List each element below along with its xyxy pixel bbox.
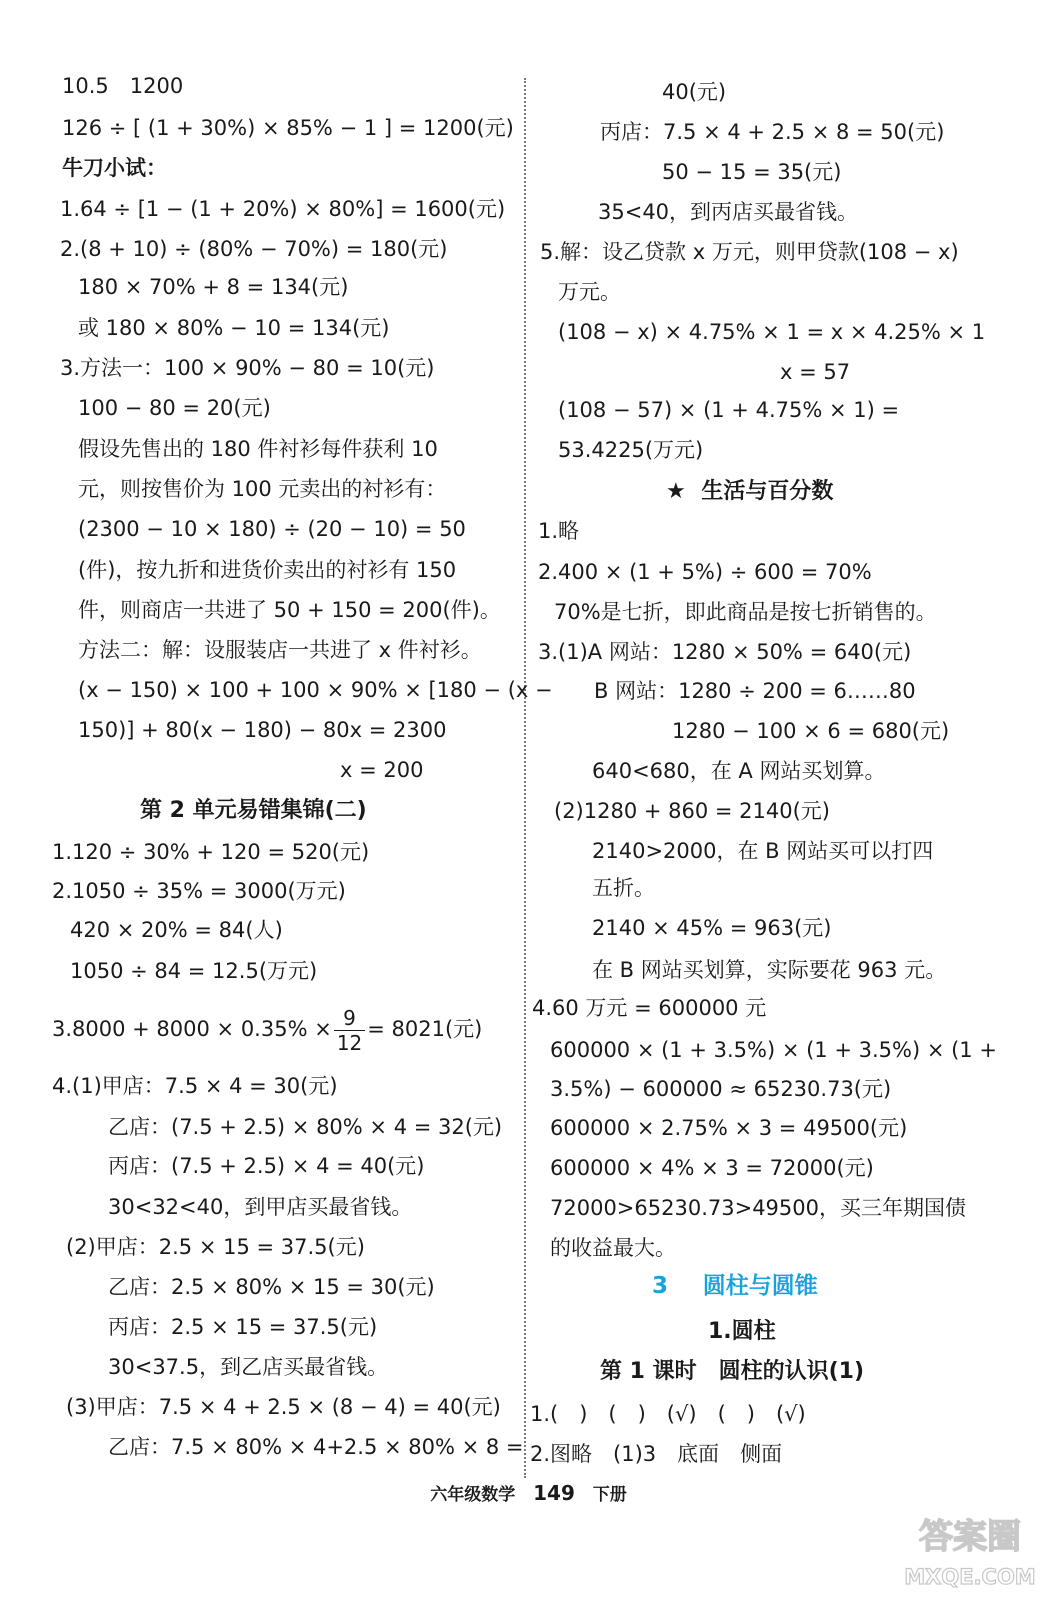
expression-part: = 8021(元) xyxy=(367,1017,483,1041)
answer-line: 600000 × 4% × 3 = 72000(元) xyxy=(550,1156,874,1180)
answer-line: (2)1280 + 860 = 2140(元) xyxy=(554,799,830,823)
answer-line: 假设先售出的 180 件衬衫每件获利 10 xyxy=(78,437,438,461)
section-title: 生活与百分数 xyxy=(701,479,834,504)
answer-line: 70%是七折，即此商品是按七折销售的。 xyxy=(554,600,937,624)
answer-line: 72000>65230.73>49500，买三年期国债 xyxy=(550,1196,967,1220)
answer-line: 2140>2000，在 B 网站买可以打四 xyxy=(592,839,934,863)
answer-line: 万元。 xyxy=(558,280,621,304)
answer-line: x = 200 xyxy=(340,758,424,782)
answer-line: (2300 − 10 × 180) ÷ (20 − 10) = 50 xyxy=(78,517,466,541)
answer-line: 元，则按售价为 100 元卖出的衬衫有： xyxy=(78,477,447,501)
answer-line: 3.5%) − 600000 ≈ 65230.73(元) xyxy=(550,1077,892,1101)
answer-line-fraction xyxy=(52,1004,482,1055)
answer-line: 在 B 网站买划算，实际要花 963 元。 xyxy=(592,958,947,982)
answer-line: 或 180 × 80% − 10 = 134(元) xyxy=(78,316,390,340)
section-heading xyxy=(666,478,833,506)
watermark-top: 答案圈 xyxy=(919,1517,1021,1557)
section-label: 牛刀小试： xyxy=(62,156,167,180)
answer-line: 2.图略 (1)3 底面 侧面 xyxy=(530,1442,783,1466)
fraction-denominator: 12 xyxy=(336,1030,363,1055)
answer-line: 1.略 xyxy=(538,519,580,543)
answer-line: x = 57 xyxy=(780,360,851,384)
answer-line: 30<37.5，到乙店买最省钱。 xyxy=(108,1355,389,1379)
answer-line: 600000 × 2.75% × 3 = 49500(元) xyxy=(550,1116,908,1140)
answer-line: 150)] + 80(x − 180) − 80x = 2300 xyxy=(78,718,447,742)
answer-line: 4.(1)甲店：7.5 × 4 = 30(元) xyxy=(52,1074,338,1098)
subsection-heading: 1.圆柱 xyxy=(708,1319,776,1344)
answer-line: (x − 150) × 100 + 100 × 90% × [180 − (x − xyxy=(78,678,553,702)
answer-line: 丙店：2.5 × 15 = 37.5(元) xyxy=(108,1315,378,1339)
page-number: 149 xyxy=(533,1481,575,1505)
column-divider xyxy=(524,78,526,1478)
answer-line: 53.4225(万元) xyxy=(558,438,704,462)
answer-line: 3.(1)A 网站：1280 × 50% = 640(元) xyxy=(538,640,912,664)
lesson-heading: 第 1 课时 圆柱的认识(1) xyxy=(600,1359,865,1384)
answer-line: 五折。 xyxy=(592,876,655,900)
answer-line: 方法二：解：设服装店一共进了 x 件衬衫。 xyxy=(78,638,482,662)
watermark-bottom: MXQE.COM xyxy=(904,1565,1036,1589)
star-icon: ★ xyxy=(666,479,686,504)
answer-line: 126 ÷ [ (1 + 30%) × 85% − 1 ] = 1200(元) xyxy=(62,116,514,140)
answer-line: (2)甲店：2.5 × 15 = 37.5(元) xyxy=(66,1235,365,1259)
answer-line: 的收益最大。 xyxy=(550,1236,676,1260)
answer-line: 丙店：(7.5 + 2.5) × 4 = 40(元) xyxy=(108,1154,425,1178)
fraction xyxy=(334,1006,365,1055)
answer-line: (件)，按九折和进货价卖出的衬衫有 150 xyxy=(78,558,457,582)
answer-line: 10.5 1200 xyxy=(62,74,184,98)
chapter-number: 3 xyxy=(652,1273,669,1299)
chapter-title: 圆柱与圆锥 xyxy=(702,1273,818,1299)
answer-line: 35<40，到丙店买最省钱。 xyxy=(598,200,859,224)
answer-line: 2140 × 45% = 963(元) xyxy=(592,916,832,940)
page-footer xyxy=(0,1480,1057,1505)
answer-line: 30<32<40，到甲店买最省钱。 xyxy=(108,1195,413,1219)
answer-line: 丙店：7.5 × 4 + 2.5 × 8 = 50(元) xyxy=(600,120,945,144)
answer-line: 180 × 70% + 8 = 134(元) xyxy=(78,275,349,299)
answer-line: 1.( ) ( ) (√) ( ) (√) xyxy=(530,1402,806,1426)
fraction-numerator: 9 xyxy=(334,1006,365,1031)
answer-line: 50 − 15 = 35(元) xyxy=(662,160,842,184)
answer-line: 640<680，在 A 网站买划算。 xyxy=(592,759,886,783)
answer-line: 3.方法一：100 × 90% − 80 = 10(元) xyxy=(60,356,435,380)
answer-line: 40(元) xyxy=(662,80,727,104)
answer-line: (3)甲店：7.5 × 4 + 2.5 × (8 − 4) = 40(元) xyxy=(66,1395,501,1419)
answer-line: 乙店：(7.5 + 2.5) × 80% × 4 = 32(元) xyxy=(108,1115,503,1139)
answer-line: 1.64 ÷ [1 − (1 + 20%) × 80%] = 1600(元) xyxy=(60,197,506,221)
answer-line: (108 − 57) × (1 + 4.75% × 1) = xyxy=(558,398,900,422)
answer-line: 100 − 80 = 20(元) xyxy=(78,396,271,420)
answer-line: 2.1050 ÷ 35% = 3000(万元) xyxy=(52,879,346,903)
answer-line: B 网站：1280 ÷ 200 = 6……80 xyxy=(594,679,916,703)
answer-line: 600000 × (1 + 3.5%) × (1 + 3.5%) × (1 + xyxy=(550,1038,997,1062)
answer-line: 乙店：7.5 × 80% × 4+2.5 × 80% × 8 = xyxy=(108,1435,524,1459)
section-heading: 第 2 单元易错集锦(二) xyxy=(140,798,367,823)
answer-line: 2.400 × (1 + 5%) ÷ 600 = 70% xyxy=(538,560,872,584)
answer-line: 420 × 20% = 84(人) xyxy=(70,918,283,942)
answer-line: 乙店：2.5 × 80% × 15 = 30(元) xyxy=(108,1275,435,1299)
expression-part: 3.8000 + 8000 × 0.35% × xyxy=(52,1017,332,1041)
answer-line: 5.解：设乙贷款 x 万元，则甲贷款(108 − x) xyxy=(540,240,959,264)
chapter-heading xyxy=(652,1272,818,1300)
answer-line: (108 − x) × 4.75% × 1 = x × 4.25% × 1 xyxy=(558,320,986,344)
footer-grade: 六年级数学 xyxy=(430,1485,516,1505)
answer-line: 4.60 万元 = 600000 元 xyxy=(532,996,767,1020)
answer-line: 2.(8 + 10) ÷ (80% − 70%) = 180(元) xyxy=(60,237,448,261)
answer-line: 件，则商店一共进了 50 + 150 = 200(件)。 xyxy=(78,598,501,622)
footer-volume: 下册 xyxy=(592,1485,627,1505)
watermark-logo xyxy=(895,1508,1045,1594)
answer-line: 1.120 ÷ 30% + 120 = 520(元) xyxy=(52,840,370,864)
answer-line: 1280 − 100 × 6 = 680(元) xyxy=(672,719,950,743)
answer-line: 1050 ÷ 84 = 12.5(万元) xyxy=(70,959,318,983)
